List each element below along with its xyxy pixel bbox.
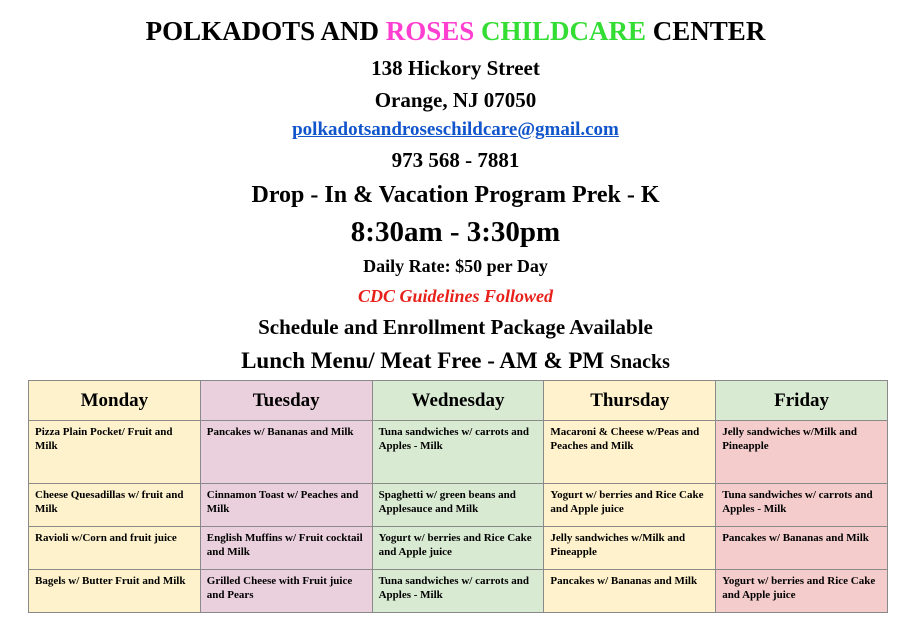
title-part-center: CENTER: [646, 16, 766, 46]
menu-cell-wednesday: Tuna sandwiches w/ carrots and Apples - Milk: [372, 570, 544, 613]
menu-cell-tuesday: Pancakes w/ Bananas and Milk: [200, 421, 372, 484]
center-title: [0, 16, 911, 47]
address-city: Orange, NJ 07050: [374, 88, 537, 112]
menu-cell-thursday: Pancakes w/ Bananas and Milk: [544, 570, 716, 613]
lunch-menu-main: Lunch Menu/ Meat Free - AM & PM: [241, 348, 610, 373]
menu-cell-wednesday: Spaghetti w/ green beans and Applesauce and Milk: [372, 484, 544, 527]
header-wednesday: Wednesday: [372, 381, 544, 421]
lunch-menu-heading: [0, 348, 911, 374]
menu-cell-monday: Pizza Plain Pocket/ Fruit and Milk: [29, 421, 201, 484]
daily-rate: Daily Rate: $50 per Day: [363, 256, 548, 276]
menu-cell-tuesday: Cinnamon Toast w/ Peaches and Milk: [200, 484, 372, 527]
menu-cell-wednesday: Yogurt w/ berries and Rice Cake and Apple juice: [372, 527, 544, 570]
menu-cell-tuesday: Grilled Cheese with Fruit juice and Pears: [200, 570, 372, 613]
title-part-roses: ROSES: [385, 16, 475, 46]
menu-cell-friday: Pancakes w/ Bananas and Milk: [716, 527, 888, 570]
title-part-polkadots: POLKADOTS AND: [145, 16, 386, 46]
menu-row: [29, 484, 888, 527]
menu-cell-friday: Yogurt w/ berries and Rice Cake and Apple juice: [716, 570, 888, 613]
email-link[interactable]: polkadotsandroseschildcare@gmail.com: [292, 119, 619, 140]
address-street: 138 Hickory Street: [371, 56, 540, 80]
program-title: Drop - In & Vacation Program Prek - K: [251, 182, 660, 208]
phone-number: 973 568 - 7881: [391, 148, 520, 172]
header-friday: Friday: [716, 381, 888, 421]
menu-header-row: [29, 381, 888, 421]
cdc-guidelines: CDC Guidelines Followed: [357, 286, 554, 306]
menu-cell-monday: Ravioli w/Corn and fruit juice: [29, 527, 201, 570]
menu-cell-monday: Cheese Quesadillas w/ fruit and Milk: [29, 484, 201, 527]
header-monday: Monday: [29, 381, 201, 421]
header-tuesday: Tuesday: [200, 381, 372, 421]
lunch-menu-table: [28, 380, 888, 613]
menu-cell-tuesday: English Muffins w/ Fruit cocktail and Milk: [200, 527, 372, 570]
menu-row: [29, 570, 888, 613]
lunch-menu-snacks: Snacks: [609, 351, 670, 373]
menu-cell-monday: Bagels w/ Butter Fruit and Milk: [29, 570, 201, 613]
hours: 8:30am - 3:30pm: [350, 216, 561, 248]
menu-cell-friday: Jelly sandwiches w/Milk and Pineapple: [716, 421, 888, 484]
enrollment-note: Schedule and Enrollment Package Available: [258, 315, 653, 339]
header-thursday: Thursday: [544, 381, 716, 421]
menu-cell-wednesday: Tuna sandwiches w/ carrots and Apples - Milk: [372, 421, 544, 484]
menu-cell-friday: Tuna sandwiches w/ carrots and Apples - Milk: [716, 484, 888, 527]
menu-row: [29, 527, 888, 570]
menu-cell-thursday: Yogurt w/ berries and Rice Cake and Apple juice: [544, 484, 716, 527]
title-part-childcare: CHILDCARE: [474, 16, 647, 46]
menu-row: [29, 421, 888, 484]
menu-cell-thursday: Jelly sandwiches w/Milk and Pineapple: [544, 527, 716, 570]
menu-cell-thursday: Macaroni & Cheese w/Peas and Peaches and Milk: [544, 421, 716, 484]
